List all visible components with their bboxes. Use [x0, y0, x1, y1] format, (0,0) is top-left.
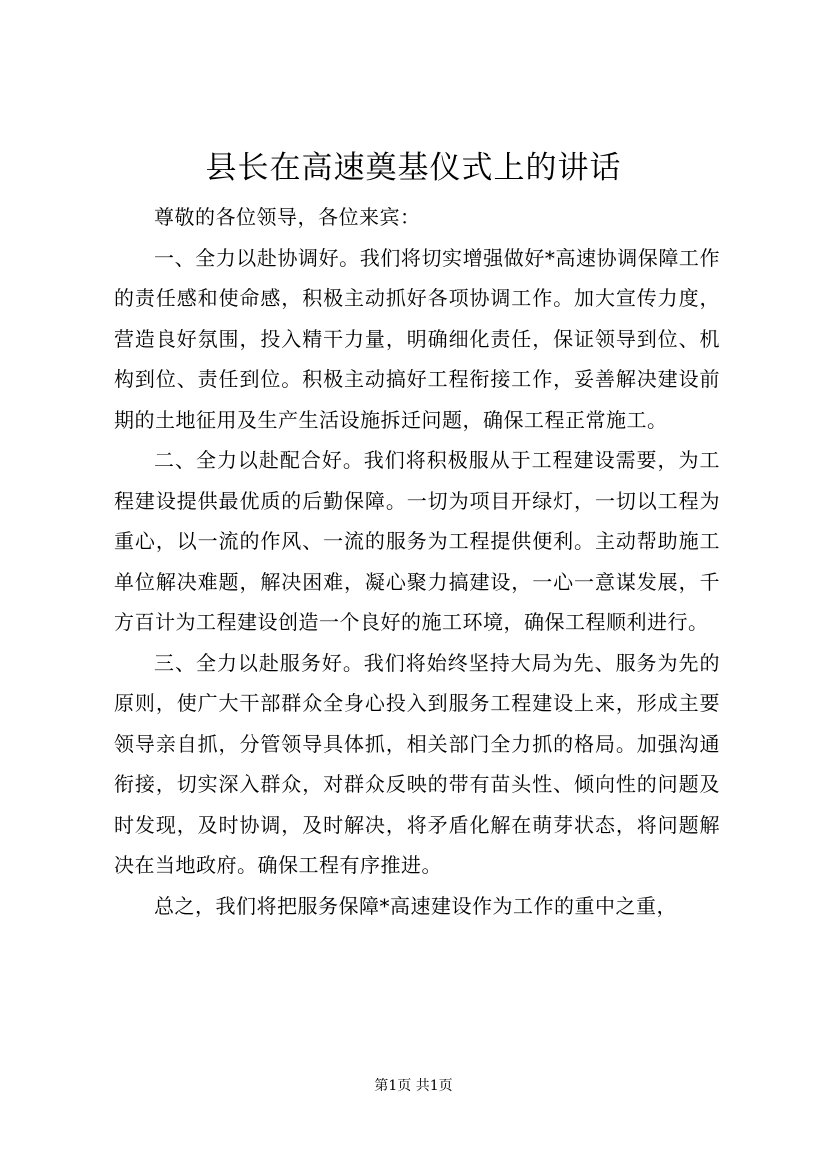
salutation-paragraph: 尊敬的各位领导，各位来宾：	[154, 205, 421, 229]
body-paragraph: 二、全力以赴配合好。我们将积极服从于工程建设需要，为工程建设提供最优质的后勤保障。一切为项目开绿灯，一切以工程为重心，以一流的作风、一流的服务为工程提供便利。主动帮助施工单位解决难题，解决困难，凝心聚力搞建设，一心一意谋发展，千方百计为工程建设创造一个良好的施工环境，确保工程顺利进行。	[114, 448, 720, 634]
body-paragraph: 总之，我们将把服务保障*高速建设作为工作的重中之重，	[154, 893, 677, 918]
body-paragraph: 三、全力以赴服务好。我们将始终坚持大局为先、服务为先的原则，使广大干部群众全身心投入到服务工程建设上来，形成主要领导亲自抓，分管领导具体抓，相关部门全力抓的格局。加强沟通衔接，切实深入群众，对群众反映的带有苗头性、倾向性的问题及时发现，及时协调，及时解决，将矛盾化解在萌芽状态，将问题解决在当地政府。确保工程有序推进。	[114, 650, 720, 877]
page-footer: 第1页 共1页	[374, 1078, 453, 1094]
document-title: 县长在高速奠基仪式上的讲话	[205, 150, 622, 186]
document-body	[114, 197, 720, 926]
body-paragraph: 一、全力以赴协调好。我们将切实增强做好*高速协调保障工作的责任感和使命感，积极主动抓好各项协调工作。加大宣传力度，营造良好氛围，投入精干力量，明确细化责任，保证领导到位、机构到位、责任到位。积极主动搞好工程衔接工作，妥善解决建设前期的土地征用及生产生活设施拆迁问题，确保工程正常施工。	[114, 245, 720, 432]
